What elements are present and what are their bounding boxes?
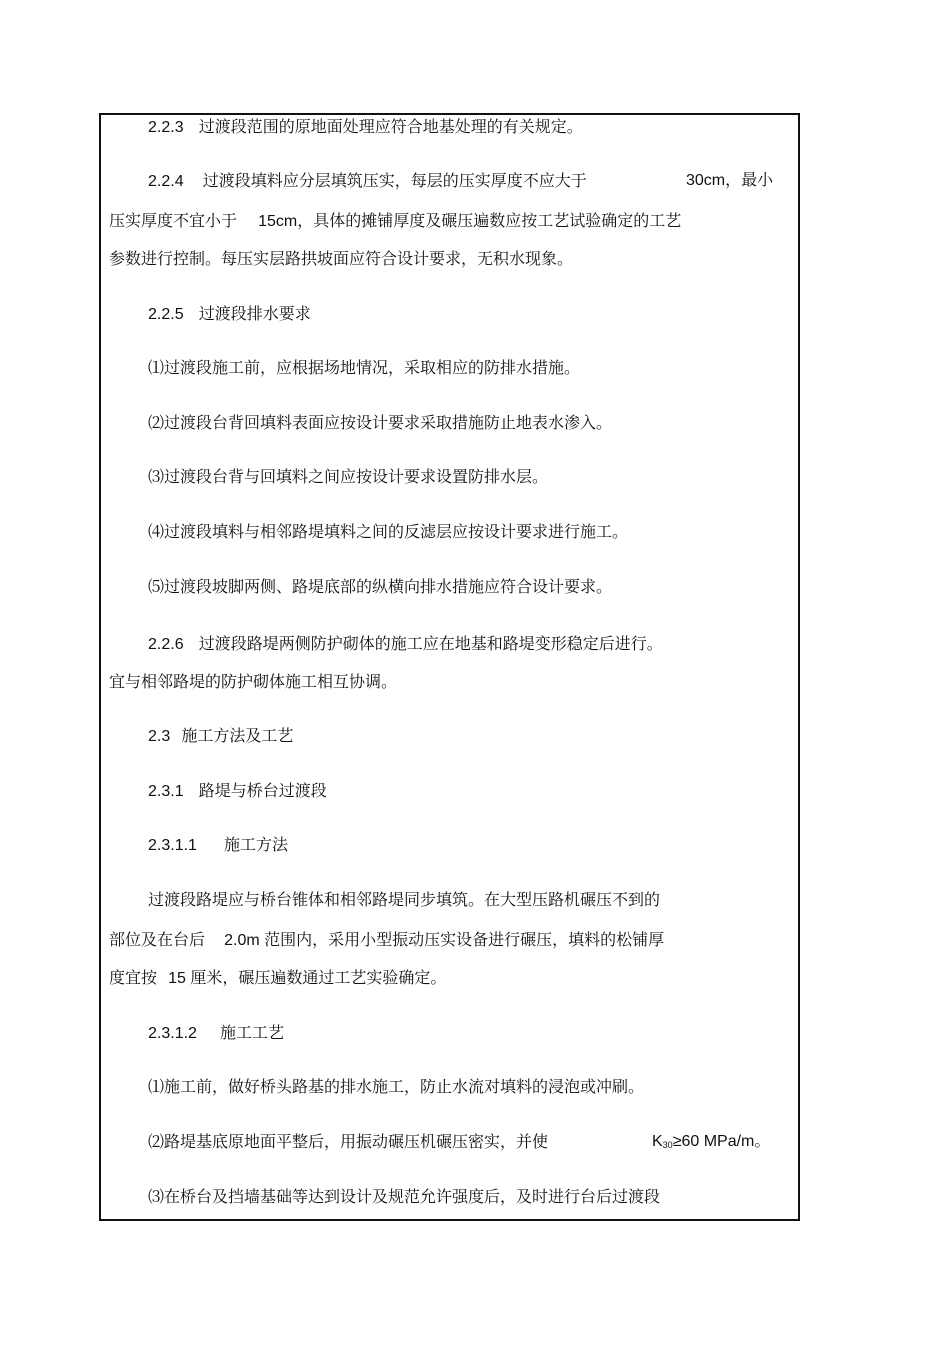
section-number: 2.3.1.1 <box>148 837 197 854</box>
section-2-2-4-line-1 <box>148 171 587 192</box>
section-number: 2.3.1 <box>148 783 184 800</box>
formula-symbol: K <box>652 1133 663 1150</box>
section-2-2-6-line-2: 宜与相邻路堤的防护砌体施工相互协调。 <box>109 672 398 691</box>
section-2-3-1-heading <box>148 781 327 802</box>
list-item: ⑴施工前，做好桥头路基的排水施工，防止水流对填料的浸泡或冲刷。 <box>148 1077 645 1096</box>
section-2-3-heading <box>148 726 293 747</box>
paragraph-text-value: 2.0m 范围内，采用小型振动压实设备进行碾压，填料的松铺厚 <box>224 932 665 949</box>
paragraph-text: 度宜按 <box>109 968 158 987</box>
section-number: 2.2.3 <box>148 119 184 136</box>
section-2-3-1-1-heading <box>148 835 288 856</box>
section-2-3-1-2-heading <box>148 1023 284 1044</box>
paragraph-text: 过渡段范围的原地面处理应符合地基处理的有关规定。 <box>198 117 583 136</box>
section-title: 施工工艺 <box>220 1023 285 1042</box>
section-title: 施工方法 <box>224 835 289 854</box>
section-title: 施工方法及工艺 <box>181 726 294 745</box>
paragraph-line <box>109 968 446 989</box>
paragraph-text: 压实厚度不宜小于 <box>109 211 238 230</box>
list-item: ⑷过渡段填料与相邻路堤填料之间的反滤层应按设计要求进行施工。 <box>148 522 629 541</box>
list-item: ⑶过渡段台背与回填料之间应按设计要求设置防排水层。 <box>148 467 549 486</box>
section-2-2-4-line-2 <box>109 211 681 232</box>
section-number: 2.2.5 <box>148 306 184 323</box>
paragraph-line: 过渡段路堤应与桥台锥体和相邻路堤同步填筑。在大型压路机碾压不到的 <box>148 890 661 909</box>
paragraph-text: 部位及在台后 <box>109 930 206 949</box>
section-2-2-4-line-3: 参数进行控制。每压实层路拱坡面应符合设计要求，无积水现象。 <box>109 249 574 268</box>
section-number: 2.3 <box>148 728 171 745</box>
paragraph-text-value: 15 厘米，碾压遍数通过工艺实验确定。 <box>168 970 447 987</box>
section-number: 2.2.4 <box>148 173 184 190</box>
list-item: ⑴过渡段施工前，应根据场地情况，采取相应的防排水措施。 <box>148 358 581 377</box>
paragraph-text-value: 30cm，最小 <box>686 172 774 189</box>
section-2-2-6-line-1 <box>148 634 663 655</box>
section-title: 过渡段排水要求 <box>198 304 311 323</box>
document-frame <box>99 113 800 1221</box>
paragraph-text: 过渡段路堤两侧防护砌体的施工应在地基和路堤变形稳定后进行。 <box>198 634 663 653</box>
list-item: ⑶在桥台及挡墙基础等达到设计及规范允许强度后，及时进行台后过渡段 <box>148 1187 661 1206</box>
list-item: ⑵路堤基底原地面平整后，用振动碾压机碾压密实，并使 <box>148 1132 549 1151</box>
paragraph-text: 过渡段填料应分层填筑压实，每层的压实厚度不应大于 <box>202 171 587 190</box>
section-number: 2.2.6 <box>148 636 184 653</box>
section-2-2-3 <box>148 117 583 138</box>
paragraph-text-value: 15cm，具体的摊铺厚度及碾压遍数应按工艺试验确定的工艺 <box>258 213 682 230</box>
list-item: ⑵过渡段台背回填料表面应按设计要求采取措施防止地表水渗入。 <box>148 413 613 432</box>
section-number: 2.3.1.2 <box>148 1025 197 1042</box>
formula-value <box>652 1132 770 1155</box>
formula-subscript: 30 <box>662 1140 673 1150</box>
formula-rest: ≥60 MPa/m。 <box>672 1133 771 1150</box>
section-2-2-5-heading <box>148 304 311 325</box>
section-title: 路堤与桥台过渡段 <box>198 781 327 800</box>
paragraph-line <box>109 930 664 951</box>
list-item: ⑸过渡段坡脚两侧、路堤底部的纵横向排水措施应符合设计要求。 <box>148 577 613 596</box>
